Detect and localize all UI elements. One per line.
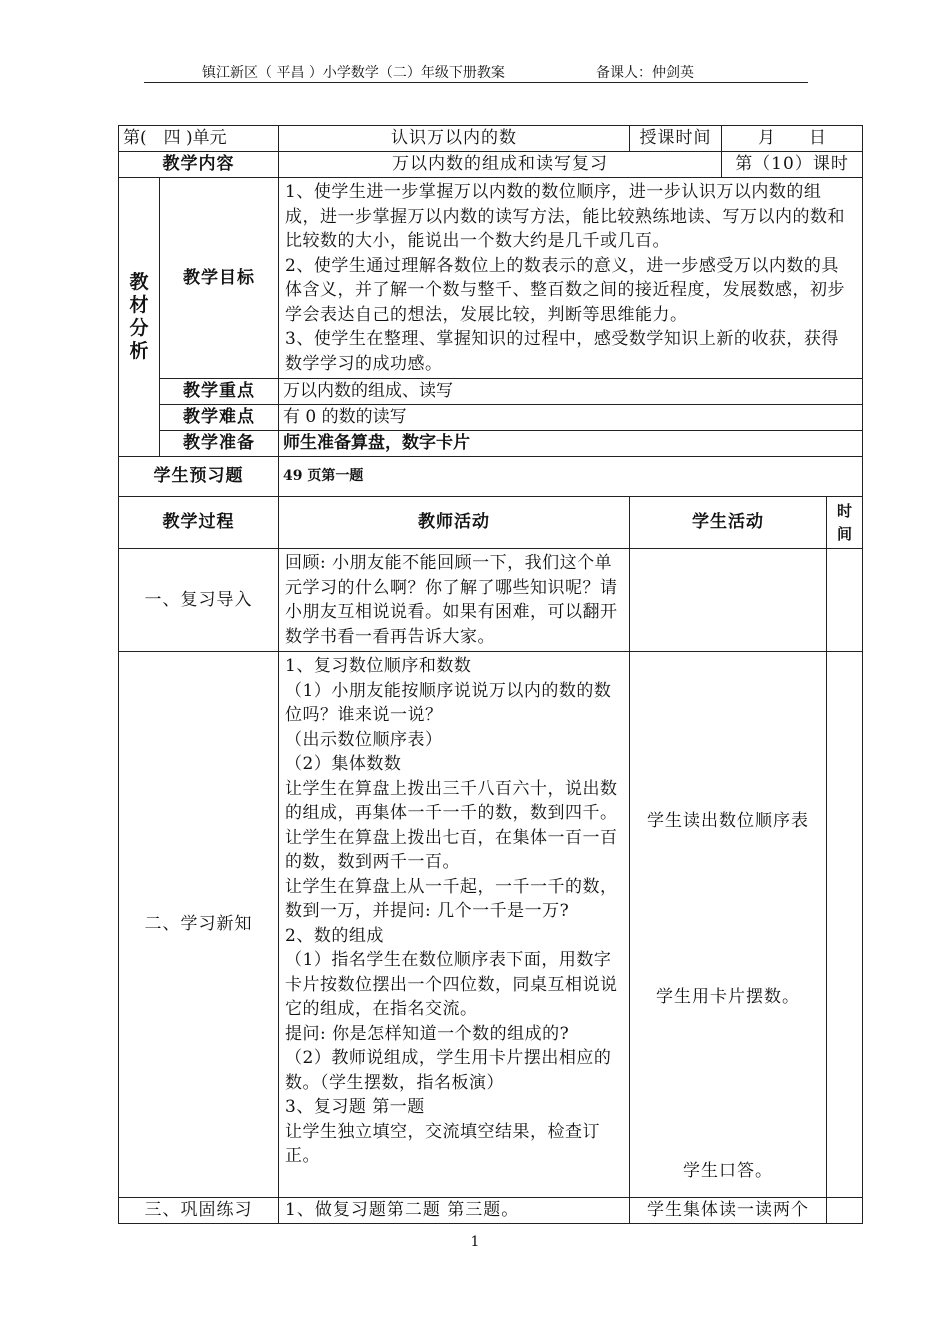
step-row-new-knowledge xyxy=(119,652,863,1198)
step-time xyxy=(827,652,863,1198)
focus-label: 教学重点 xyxy=(160,379,279,405)
goals-text: 1、使学生进一步掌握万以内数的数位顺序，进一步认识万以内数的组成，进一步掌握万以内数的读写方法，能比较熟练地读、写万以内的数和比较数的大小，能说出一个数大约是几千或几百。 2、使学生通过理解各数位上的数表示的意义，进一步感受万以内数的具体含义，并了解一个数与整千、整百数之间的接近程度，发展数感，初步学会表达自己的想法，发展比较，判断等思维能力。 3、使学生在整理、掌握知识的过程中，感受数学知识上新的收获，获得数学学习的成功感。 xyxy=(279,178,863,379)
step-time xyxy=(827,549,863,652)
process-header-row xyxy=(119,497,863,549)
focus-row xyxy=(119,379,863,405)
student-activity-item: 学生用卡片摆数。 xyxy=(656,987,801,1007)
step-name: 三、巩固练习 xyxy=(119,1198,279,1224)
preview-label: 学生预习题 xyxy=(119,457,279,497)
date-cell: 月 日 xyxy=(722,126,863,152)
step-teacher-activity: 1、做复习题第二题 第三题。 xyxy=(279,1198,630,1224)
page-header xyxy=(144,60,808,83)
prep-row xyxy=(119,431,863,457)
step-student-activity xyxy=(630,549,827,652)
content-value: 万以内数的组成和读写复习 xyxy=(279,152,722,178)
difficulty-row xyxy=(119,405,863,431)
analysis-label-text: 教材分析 xyxy=(129,271,149,362)
topic-cell: 认识万以内的数 xyxy=(279,126,630,152)
goals-row xyxy=(119,178,863,379)
header-school-title: 镇江新区（ 平昌 ）小学数学（二）年级下册教案 xyxy=(202,65,505,81)
step-time xyxy=(827,1198,863,1224)
prep-label: 教学准备 xyxy=(160,431,279,457)
step-row-practice xyxy=(119,1198,863,1224)
student-activity-item: 学生读出数位顺序表 xyxy=(647,811,810,831)
step-name: 二、学习新知 xyxy=(119,652,279,1198)
preview-text: 49 页第一题 xyxy=(279,457,863,497)
content-label: 教学内容 xyxy=(119,152,279,178)
prep-text: 师生准备算盘，数字卡片 xyxy=(279,431,863,457)
unit-row xyxy=(119,126,863,152)
lesson-number: 第（10）课时 xyxy=(722,152,863,178)
step-row-review xyxy=(119,549,863,652)
step-name: 一、复习导入 xyxy=(119,549,279,652)
difficulty-text: 有 0 的数的读写 xyxy=(279,405,863,431)
difficulty-label: 教学难点 xyxy=(160,405,279,431)
step-student-activity: 学生集体读一读两个 xyxy=(630,1198,827,1224)
analysis-label xyxy=(119,178,160,457)
teacher-activity-header: 教师活动 xyxy=(279,497,630,549)
time-label-cell: 授课时间 xyxy=(630,126,722,152)
focus-text: 万以内数的组成、读写 xyxy=(279,379,863,405)
step-teacher-activity: 1、复习数位顺序和数数 （1）小朋友能按顺序说说万以内的数的数位吗？谁来说一说？ （出示数位顺序表） （2）集体数数 让学生在算盘上拨出三千八百六十，说出数的组成，再集体一千一千的数，数到四千。 让学生在算盘上拨出七百，在集体一百一百的数，数到两千一百。 让学生在算盘上从一千起，一千一千的数，数到一万，并提问: 几个一千是一万? 2、数的组成 （1）指名学生在数位顺序表下面，用数字卡片按数位摆出一个四位数，同桌互相说说它的组成，在指名交流。 提问: 你是怎样知道一个数的组成的? （2）教师说组成，学生用卡片摆出相应的数。（学生摆数，指名板演） 3、复习题 第一题 让学生独立填空，交流填空结果，检查订正。 xyxy=(279,652,630,1198)
unit-cell: 第( 四 )单元 xyxy=(119,126,279,152)
lesson-plan-table xyxy=(118,125,863,1224)
process-header: 教学过程 xyxy=(119,497,279,549)
step-student-activity xyxy=(630,652,827,1198)
header-author: 备课人：仲剑英 xyxy=(596,65,694,81)
goals-label: 教学目标 xyxy=(160,178,279,379)
content-row xyxy=(119,152,863,178)
time-header: 时 间 xyxy=(827,497,863,549)
page-number: 1 xyxy=(470,1234,480,1250)
preview-row xyxy=(119,457,863,497)
student-activity-item: 学生口答。 xyxy=(683,1161,774,1181)
student-activity-header: 学生活动 xyxy=(630,497,827,549)
step-teacher-activity: 回顾: 小朋友能不能回顾一下，我们这个单元学习的什么啊？你了解了哪些知识呢？请小朋友互相说说看。如果有困难，可以翻开数学书看一看再告诉大家。 xyxy=(279,549,630,652)
